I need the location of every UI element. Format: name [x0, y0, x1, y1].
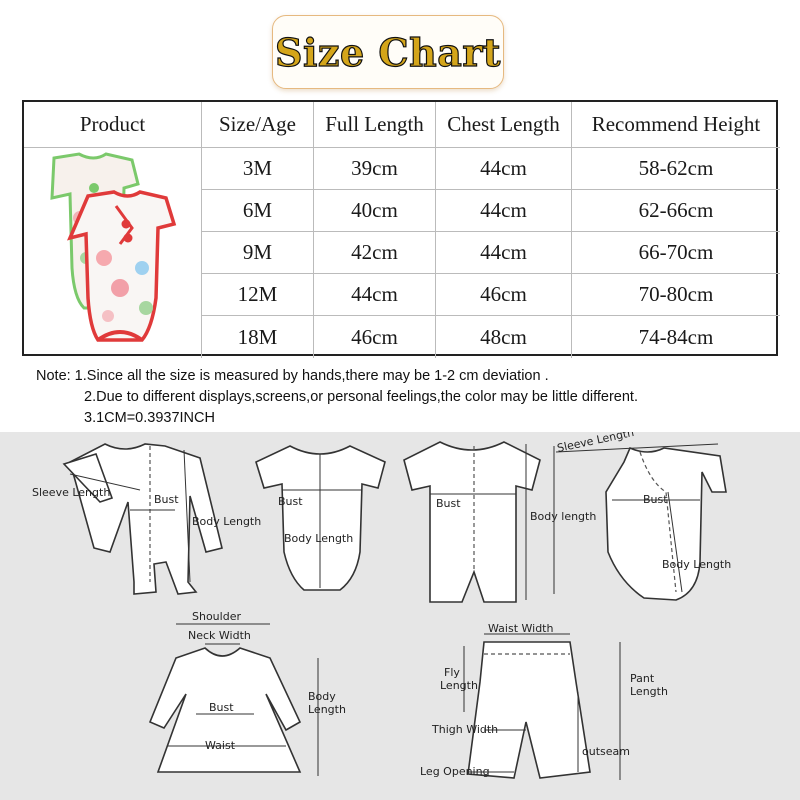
label-qipao-body: Body Length — [662, 558, 732, 571]
notes — [36, 366, 638, 429]
row-2-full-length: 40cm — [314, 190, 436, 232]
note-line-3: 3.1CM=0.3937INCH — [84, 410, 215, 426]
label-pant-fly-1: Fly — [444, 666, 460, 679]
label-dress-shoulder: Shoulder — [192, 610, 241, 623]
pants-diagram — [420, 622, 668, 780]
label-bodysuit-body: Body Length — [284, 532, 354, 545]
title-banner — [272, 15, 504, 89]
label-qipao-bust: Bust — [643, 493, 668, 506]
label-pant-length-1: Pant — [630, 672, 655, 685]
row-5-chest-length: 48cm — [436, 316, 572, 358]
size-table — [22, 100, 778, 356]
measurement-diagram — [0, 432, 800, 800]
romper-diagram — [32, 444, 261, 594]
label-dress-bust: Bust — [209, 701, 234, 714]
header-product: Product — [24, 102, 202, 148]
row-3-full-length: 42cm — [314, 232, 436, 274]
row-5-full-length: 46cm — [314, 316, 436, 358]
row-1-size: 3M — [202, 148, 314, 190]
header-chest-length: Chest Length — [436, 102, 572, 148]
label-pant-outseam: outseam — [582, 745, 630, 758]
label-romper-bust: Bust — [154, 493, 179, 506]
dress-diagram — [150, 610, 346, 776]
row-4-size: 12M — [202, 274, 314, 316]
header-recommend-height: Recommend Height — [572, 102, 780, 148]
label-pant-length-2: Length — [630, 685, 668, 698]
label-shortall-bust: Bust — [436, 497, 461, 510]
label-dress-neck: Neck Width — [188, 629, 251, 642]
row-3-chest-length: 44cm — [436, 232, 572, 274]
row-1-chest-length: 44cm — [436, 148, 572, 190]
label-pant-leg: Leg Opening — [420, 765, 490, 778]
row-3-size: 9M — [202, 232, 314, 274]
label-dress-body-1: Body — [308, 690, 336, 703]
label-dress-body-2: Length — [308, 703, 346, 716]
note-line-2: 2.Due to different displays,screens,or personal feelings,the color may be little different. — [84, 389, 638, 405]
label-qipao-sleeve: Sleeve Length — [555, 432, 636, 455]
header-full-length: Full Length — [314, 102, 436, 148]
label-pant-fly-2: Length — [440, 679, 478, 692]
row-2-height: 62-66cm — [572, 190, 780, 232]
row-3-height: 66-70cm — [572, 232, 780, 274]
page-title: Size Chart — [275, 29, 501, 75]
label-dress-waist: Waist — [205, 739, 236, 752]
row-5-height: 74-84cm — [638, 324, 714, 349]
garment-diagrams — [0, 432, 800, 800]
row-5-size: 18M — [202, 316, 314, 358]
row-4-height: 70-80cm — [572, 274, 780, 316]
row-4-chest-length: 46cm — [436, 274, 572, 316]
bodysuit-diagram — [256, 446, 385, 590]
label-shortall-body: Body length — [530, 510, 597, 523]
row-1-full-length: 39cm — [314, 148, 436, 190]
row-4-full-length: 44cm — [314, 274, 436, 316]
row-2-size: 6M — [202, 190, 314, 232]
baby-bodysuit-image — [24, 148, 202, 354]
product-image — [24, 148, 202, 358]
label-romper-body: Body Length — [192, 515, 262, 528]
header-size: Size/Age — [202, 102, 314, 148]
label-pant-thigh: Thigh Width — [432, 723, 499, 736]
row-1-height: 58-62cm — [572, 148, 780, 190]
note-line-1: Note: 1.Since all the size is measured by hands,there may be 1-2 cm deviation . — [36, 368, 549, 384]
label-bodysuit-bust: Bust — [278, 495, 303, 508]
shortall-diagram — [404, 442, 596, 602]
label-romper-sleeve: Sleeve Length — [32, 486, 111, 499]
row-2-chest-length: 44cm — [436, 190, 572, 232]
label-pant-waist: Waist Width — [488, 622, 554, 635]
